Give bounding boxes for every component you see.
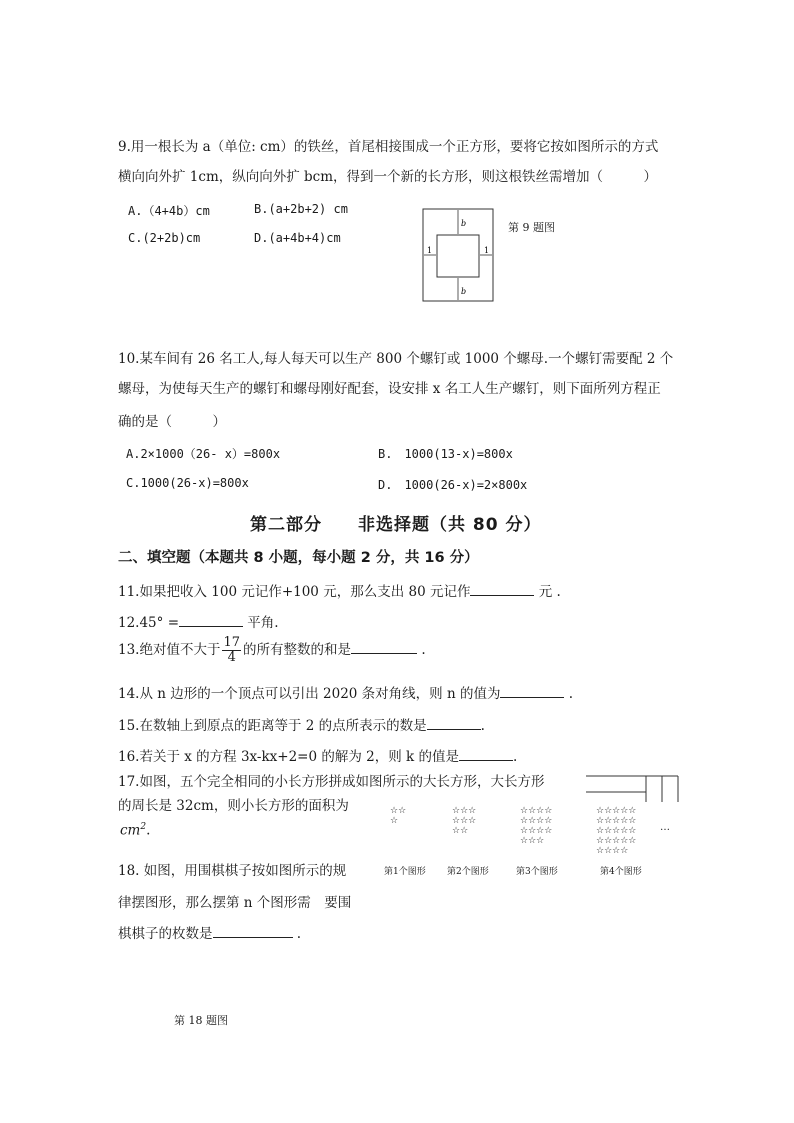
q18-pattern-4-row: ☆☆☆☆ <box>596 846 629 856</box>
q18-answer-blank[interactable] <box>213 923 293 938</box>
q18-text: 棋棋子的枚数是 <box>118 926 213 942</box>
fill-in-section-heading: 二、填空题（本题共 8 小题，每小题 2 分，共 16 分） <box>118 550 479 566</box>
q18-pattern-2-caption: 第2个图形 <box>447 867 489 877</box>
q14-answer-blank[interactable] <box>500 683 564 698</box>
q12 <box>118 611 279 631</box>
q10-option-d: D. 1000(26-x)=2×800x <box>378 478 528 492</box>
q18-pattern-1-row: ☆☆ <box>390 806 407 816</box>
q9-label-1-left: 1 <box>427 246 433 255</box>
q14 <box>118 682 573 702</box>
q18-pattern-2-row: ☆☆☆ <box>452 806 477 816</box>
q9-figure <box>418 203 498 307</box>
q18-pattern-2 <box>452 806 476 836</box>
q17-line1: 17.如图，五个完全相同的小长方形拼成如图所示的大长方形，大长方形 <box>118 774 545 790</box>
q17-unit-exponent: 2 <box>140 822 147 832</box>
q12-end: 平角. <box>243 615 279 631</box>
q15-text: 15.在数轴上到原点的距离等于 2 的点所表示的数是 <box>118 718 427 734</box>
q13-numerator: 17 <box>223 635 241 650</box>
q10-line2: 螺母，为使每天生产的螺钉和螺母刚好配套，设安排 x 名工人生产螺钉，则下面所列方程正 <box>118 381 661 397</box>
q9-inner-square <box>437 235 479 277</box>
q18-pattern-1-caption: 第1个图形 <box>384 867 426 877</box>
q18-pattern-4 <box>596 806 636 856</box>
q16-text: 16.若关于 x 的方程 3x-kx+2=0 的解为 2，则 k 的值是 <box>118 749 460 765</box>
q15-end: . <box>480 718 485 734</box>
q18-pattern-4-row: ☆☆☆☆☆ <box>596 806 637 816</box>
q18-figure-caption: 第 18 题图 <box>174 1014 228 1027</box>
q10-option-a: A.2×1000（26- x）=800x <box>126 447 281 461</box>
q18-pattern-3 <box>520 806 552 846</box>
q16-end: . <box>513 749 518 765</box>
q10-option-b: B. 1000(13-x)=800x <box>378 447 513 461</box>
q18-ellipsis: … <box>660 822 670 833</box>
q16-answer-blank[interactable] <box>459 746 513 761</box>
q9-label-b-top: b <box>461 219 467 228</box>
q9-label-b-bottom: b <box>461 287 467 296</box>
q10-option-c: C.1000(26-x)=800x <box>126 476 249 490</box>
q18-pattern-3-row: ☆☆☆☆ <box>520 826 553 836</box>
q9-figure-caption: 第 9 题图 <box>508 221 555 234</box>
q17-unit <box>120 822 150 839</box>
q18-pattern-3-caption: 第3个图形 <box>516 867 558 877</box>
q18-pattern-4-row: ☆☆☆☆☆ <box>596 816 637 826</box>
q18-pattern-3-row: ☆☆☆☆ <box>520 816 553 826</box>
q11-text: 11.如果把收入 100 元记作+100 元，那么支出 80 元记作 <box>118 584 471 600</box>
q13 <box>118 636 426 665</box>
q10-line3: 确的是（ ） <box>118 414 226 430</box>
q16 <box>118 745 517 765</box>
q17-line2: 的周长是 32cm，则小长方形的面积为 <box>118 798 349 814</box>
q9-label-1-right: 1 <box>484 246 490 255</box>
q9-option-a: A.（4+4b）cm <box>128 204 210 218</box>
q18-pattern-3-row: ☆☆☆☆ <box>520 806 553 816</box>
q18-line3 <box>118 922 301 942</box>
q11 <box>118 580 561 600</box>
q13-denominator: 4 <box>227 650 236 665</box>
q17-unit-text: cm <box>120 822 141 839</box>
q15 <box>118 714 485 734</box>
q14-end: . <box>564 686 574 702</box>
q18-pattern-2-row: ☆☆☆ <box>452 816 477 826</box>
q13-text-2: 的所有整数的和是 <box>243 642 352 658</box>
q9-line2: 横向向外扩 1cm，纵向向外扩 bcm，得到一个新的长方形，则这根铁丝需增加（ ） <box>118 169 658 185</box>
q9-line1: 9.用一根长为 a（单位: cm）的铁丝，首尾相接围成一个正方形，要将它按如图所示的方式 <box>118 139 659 155</box>
part2-title: 第二部分 非选择题（共 80 分） <box>250 515 542 535</box>
q18-pattern-2-row: ☆☆ <box>452 826 469 836</box>
q9-option-c: C.(2+2b)cm <box>128 231 201 245</box>
q11-answer-blank[interactable] <box>470 581 534 596</box>
q18-end: . <box>292 926 302 942</box>
q18-line2: 律摆图形，那么摆第 n 个图形需 要围 <box>118 895 352 911</box>
q17-figure <box>584 772 680 806</box>
q10-line1: 10.某车间有 26 名工人,每人每天可以生产 800 个螺钉或 1000 个螺母.一个螺钉需要配 2 个 <box>118 351 674 367</box>
q17-unit-end: . <box>146 822 151 839</box>
q13-fraction <box>222 636 241 665</box>
q13-answer-blank[interactable] <box>351 639 417 654</box>
q18-pattern-4-caption: 第4个图形 <box>600 867 642 877</box>
q13-end: . <box>417 642 426 658</box>
q9-option-d: D.(a+4b+4)cm <box>254 231 341 245</box>
q12-text: 12.45° = <box>118 615 180 631</box>
q18-pattern-3-row: ☆☆☆ <box>520 836 545 846</box>
q18-pattern-1-row: ☆ <box>390 816 399 826</box>
q15-answer-blank[interactable] <box>427 715 481 730</box>
q14-text: 14.从 n 边形的一个顶点可以引出 2020 条对角线，则 n 的值为 <box>118 686 501 702</box>
q18-pattern-1 <box>390 806 406 826</box>
q9-option-b: B.(a+2b+2) cm <box>254 202 348 216</box>
q11-end: 元 . <box>534 584 561 600</box>
q13-text: 13.绝对值不大于 <box>118 642 221 658</box>
q18-pattern-4-row: ☆☆☆☆☆ <box>596 836 637 846</box>
q18-line1: 18. 如图，用围棋棋子按如图所示的规 <box>118 863 347 879</box>
q12-answer-blank[interactable] <box>179 612 243 627</box>
q18-pattern-4-row: ☆☆☆☆☆ <box>596 826 637 836</box>
